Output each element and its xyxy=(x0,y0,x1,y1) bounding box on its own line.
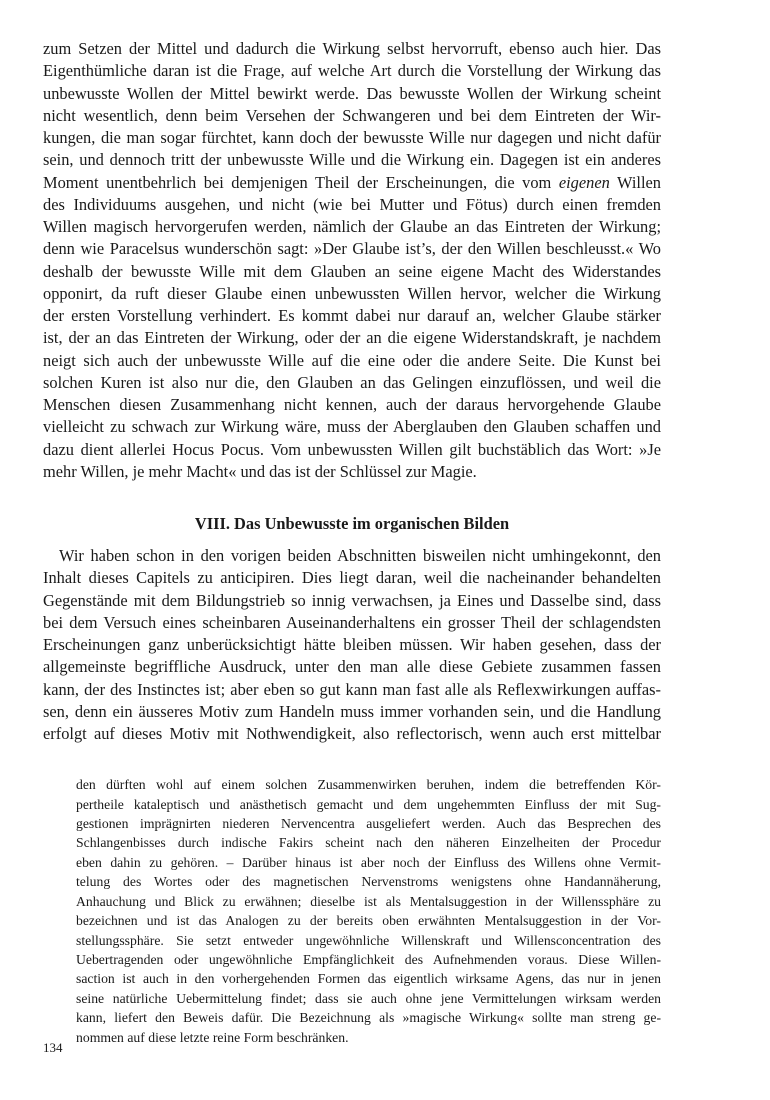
text-line: bei dem Versuch eines scheinbaren Auseinanderhaltens ein grosser Theil der schlagendsten xyxy=(43,612,661,632)
section-heading: VIII. Das Unbewusste im organischen Bilden xyxy=(194,514,510,533)
text-line: ist, der an das Eintreten der Wirkung, oder der an die eigene Widerstandskraft, je nachdem xyxy=(43,328,661,348)
text-line: vielleicht zu schwach zur Wirkung wäre, muss der Aberglauben den Glauben schaffen und xyxy=(43,417,661,437)
footnote-line: gestionen imprägnirten niederen Nervencentra ausgeliefert werden. Auch das Besprechen des xyxy=(76,816,661,832)
text-segment: Willen xyxy=(609,172,661,192)
text-line: Menschen diesen Zusammenhang nicht kennen, auch der daraus hervorgehende Glaube xyxy=(43,395,661,414)
paragraph-1 xyxy=(43,38,661,483)
text-line: erfolgt auf dieses Motiv mit Nothwendigkeit, also reflectorisch, wenn auch erst mittelbar xyxy=(43,724,661,743)
text-line: neigt sich auch der unbewusste Wille auf die eine oder die andere Seite. Die Kunst bei xyxy=(43,350,661,370)
emphasis: eigenen xyxy=(558,172,610,192)
footnote-line: kann, liefert den Beweis dafür. Die Bezeichnung als »magische Wirkung« sollte man streng ge- xyxy=(76,1010,661,1026)
text-line: unbewusste Wollen der Mittel bewirkt werde. Das bewusste Wollen der Wirkung scheint xyxy=(43,83,661,103)
page-number: 134 xyxy=(43,1040,63,1055)
text-line: nicht wesentlich, denn beim Versehen der Schwangeren und bei dem Eintreten der Wir- xyxy=(43,105,661,125)
footnote-line: eben dahin zu gehören. – Darüber hinaus ist aber noch der Einfluss des Willens ohne Vermit- xyxy=(76,854,661,870)
text-line: denn wie Paracelsus wunderschön sagt: »Der Glaube ist’s, der den Willen beschleusst.« Wo xyxy=(43,239,661,259)
text-line: opponirt, da ruft dieser Glaube einen unbewussten Willen hervor, welcher die Wirkung xyxy=(43,283,661,303)
footnote-line: saction ist auch in den vorhergehenden Formen das eigentlich wirksame Agens, das nur in jenen xyxy=(76,971,661,987)
footnote-line: den dürften wohl auf einem solchen Zusammenwirken beruhen, indem die betreffenden Kör- xyxy=(76,777,661,793)
text-line: sein, und dennoch tritt der unbewusste Wille und die Wirkung ein. Dagegen ist ein anderes xyxy=(43,150,661,170)
footnote xyxy=(76,775,661,1047)
footnote-line: telung des Wortes oder des magnetischen Nervenstroms wenigstens ohne Handannäherung, xyxy=(76,874,661,890)
text-line: sen, denn ein äusseres Motiv zum Handeln muss immer vorhanden sein, und die Handlung xyxy=(43,701,661,721)
footnote-line: Anhauchung und Blick zu erwähnen; dieselbe ist als Mentalsuggestion in der Willenssphäre zu xyxy=(76,893,661,909)
text-line: kann, der des Instinctes ist; aber eben so gut kann man fast alle als Reflexwirkungen auffas- xyxy=(43,679,661,699)
text-line: der ersten Vorstellung verhindert. Es kommt dabei nur darauf an, welcher Glaube stärker xyxy=(43,306,661,325)
text-line: Wir haben schon in den vorigen beiden Abschnitten bisweilen nicht umhingekonnt, den xyxy=(59,546,661,565)
text-segment: Moment unentbehrlich bei demjenigen Theil der Erscheinungen, die vom xyxy=(43,172,559,192)
footnote-line: seine natürliche Uebermittelung findet; dass sie auch ohne jene Vermittelungen wirksam werden xyxy=(76,990,661,1006)
text-line: Eigenthümliche daran ist die Frage, auf welche Art durch die Vorstellung der Wirkung das xyxy=(43,61,661,81)
text-line: Inhalt dieses Capitels zu anticipiren. Dies liegt daran, weil die nacheinander behandelten xyxy=(43,568,661,588)
footnote-line: bezeichnen und ist das Analogen zu der bereits oben erwähnten Mentalsuggestion in der Vor- xyxy=(76,913,661,929)
text-line: allgemeinste begriffliche Ausdruck, unter den man alle diese Gebiete zusammen fassen xyxy=(43,657,661,677)
footnote-line: stellungssphäre. Sie setzt entweder ungewöhnliche Willenskraft und Willensconcentration des xyxy=(76,932,661,948)
text-line: deshalb der bewusste Wille mit dem Glauben an seine eigene Macht des Widerstandes xyxy=(43,261,661,281)
footnote-line: pertheile kataleptisch und anästhetisch gemacht und dem ungehemmten Einfluss der mit Sug- xyxy=(76,796,661,812)
footnote-line: Schlangenbisses durch indische Fakirs scheint nach den näheren Einzelheiten der Procedur xyxy=(76,835,661,851)
footnote-line: nommen auf diese letzte reine Form beschränken. xyxy=(76,1029,349,1045)
text-line: kungen, die man sogar fürchtet, kann doch der bewusste Wille nur dagegen und nicht dafür xyxy=(43,128,661,147)
text-line: dazu dient allerlei Hocus Pocus. Vom unbewussten Willen gilt buchstäblich das Wort: »Je xyxy=(43,439,661,459)
footnote-line: Uebertragenden oder ungewöhnliche Empfänglichkeit des Aufnehmenden voraus. Diese Willen- xyxy=(76,951,661,967)
text-line: Willen magisch hervorgerufen werden, nämlich der Glaube an das Eintreten der Wirkung; xyxy=(43,217,661,236)
text-line: Gegenstände mit dem Bildungstrieb so innig verwachsen, ja Eines und Dasselbe sind, dass xyxy=(43,590,661,610)
text-line: mehr Willen, je mehr Macht« und das ist der Schlüssel zur Magie. xyxy=(43,461,477,481)
text-line: Erscheinungen ganz unberücksichtigt hätte bleiben müssen. Wir haben gesehen, dass der xyxy=(43,635,661,654)
page-content xyxy=(43,38,661,1047)
text-line: des Individuums ausgehen, und nicht (wie bei Mutter und Fötus) durch einen fremden xyxy=(43,194,661,214)
paragraph-2 xyxy=(43,545,661,745)
text-line xyxy=(43,172,661,194)
text-line: zum Setzen der Mittel und dadurch die Wirkung selbst hervorruft, ebenso auch hier. Das xyxy=(43,39,661,58)
text-line: solchen Kuren ist also nur die, den Glauben an das Gelingen einzuflössen, und weil die xyxy=(43,372,661,392)
